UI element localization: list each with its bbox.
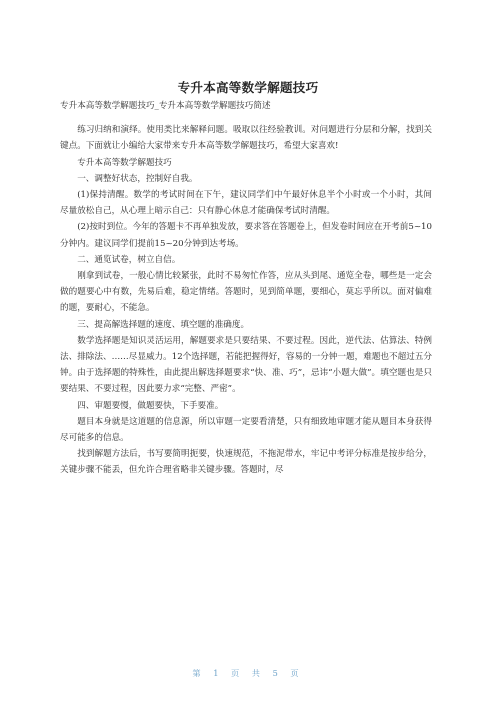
heading-4: 四、审题要慢，做题要快，下手要准。 — [77, 400, 224, 411]
paragraph-stay-clear: (1)保持清醒。数学的考试时间在下午，建议同学们中午最好休息半个小时或一个小时，其间尽量放松自己，从心理上暗示自己：只有静心休息才能确保考试时清醒。 — [60, 190, 432, 217]
paragraph-write-concisely: 找到解题方法后，书写要简明扼要，快速规范，不拖泥带水，牢记中考评分标准是按步给分，关键步骤不能丢，但允许合理省略非关键步骤。答题时，尽 — [60, 449, 432, 476]
paragraph-overview: 刚拿到试卷，一般心情比较紧张，此时不易匆忙作答，应从头到尾、通览全卷，哪些是一定会做的题要心中有数，先易后难，稳定情绪。答题时，见到简单题，要细心，莫忘乎所以。面对偏难的题，要耐心，不能急。 — [60, 271, 432, 314]
page-number-footer: 第 1 页 共 5 页 — [192, 668, 304, 678]
section-heading: 专升本高等数学解题技巧 — [77, 157, 172, 168]
document-title: 专升本高等数学解题技巧 — [177, 80, 319, 95]
document-body — [60, 98, 432, 479]
document-subtitle: 专升本高等数学解题技巧_专升本高等数学解题技巧简述 — [60, 101, 271, 111]
paragraph-read-carefully: 题目本身就是这道题的信息源，所以审题一定要看清楚，只有细致地审题才能从题目本身获得尽可能多的信息。 — [60, 416, 432, 444]
heading-3: 三、提高解选择题的速度、填空题的准确度。 — [77, 319, 250, 330]
heading-2: 二、通览试卷，树立自信。 — [77, 254, 181, 265]
paragraph-on-time: (2)按时到位。今年的答题卡不再单独发放，要求答在答题卷上，但发卷时间应在开考前5~10分钟内。建议同学们提前15~20分钟到达考场。 — [60, 222, 432, 249]
paragraph-intro: 练习归纳和演绎。使用类比来解释问题。吸取以往经验教训。对问题进行分层和分解，找到关键点。下面就让小编给大家带来专升本高等数学解题技巧，希望大家喜欢! — [60, 125, 432, 152]
heading-1: 一、调整好状态，控制好自我。 — [77, 173, 198, 184]
paragraph-choice-questions: 数学选择题是知识灵活运用，解题要求是只要结果、不要过程。因此，逆代法、估算法、特例法、排除法、……尽显威力。12个选择题，若能把握得好，容易的一分钟一题，难题也不超过五分钟。由于选择题的特殊性，由此提出解选择题要求“快、准、巧”，忌讳“小题大做”。填空题也是只要结果、不要过程，因此要力求“完整、严密”。 — [60, 335, 432, 395]
